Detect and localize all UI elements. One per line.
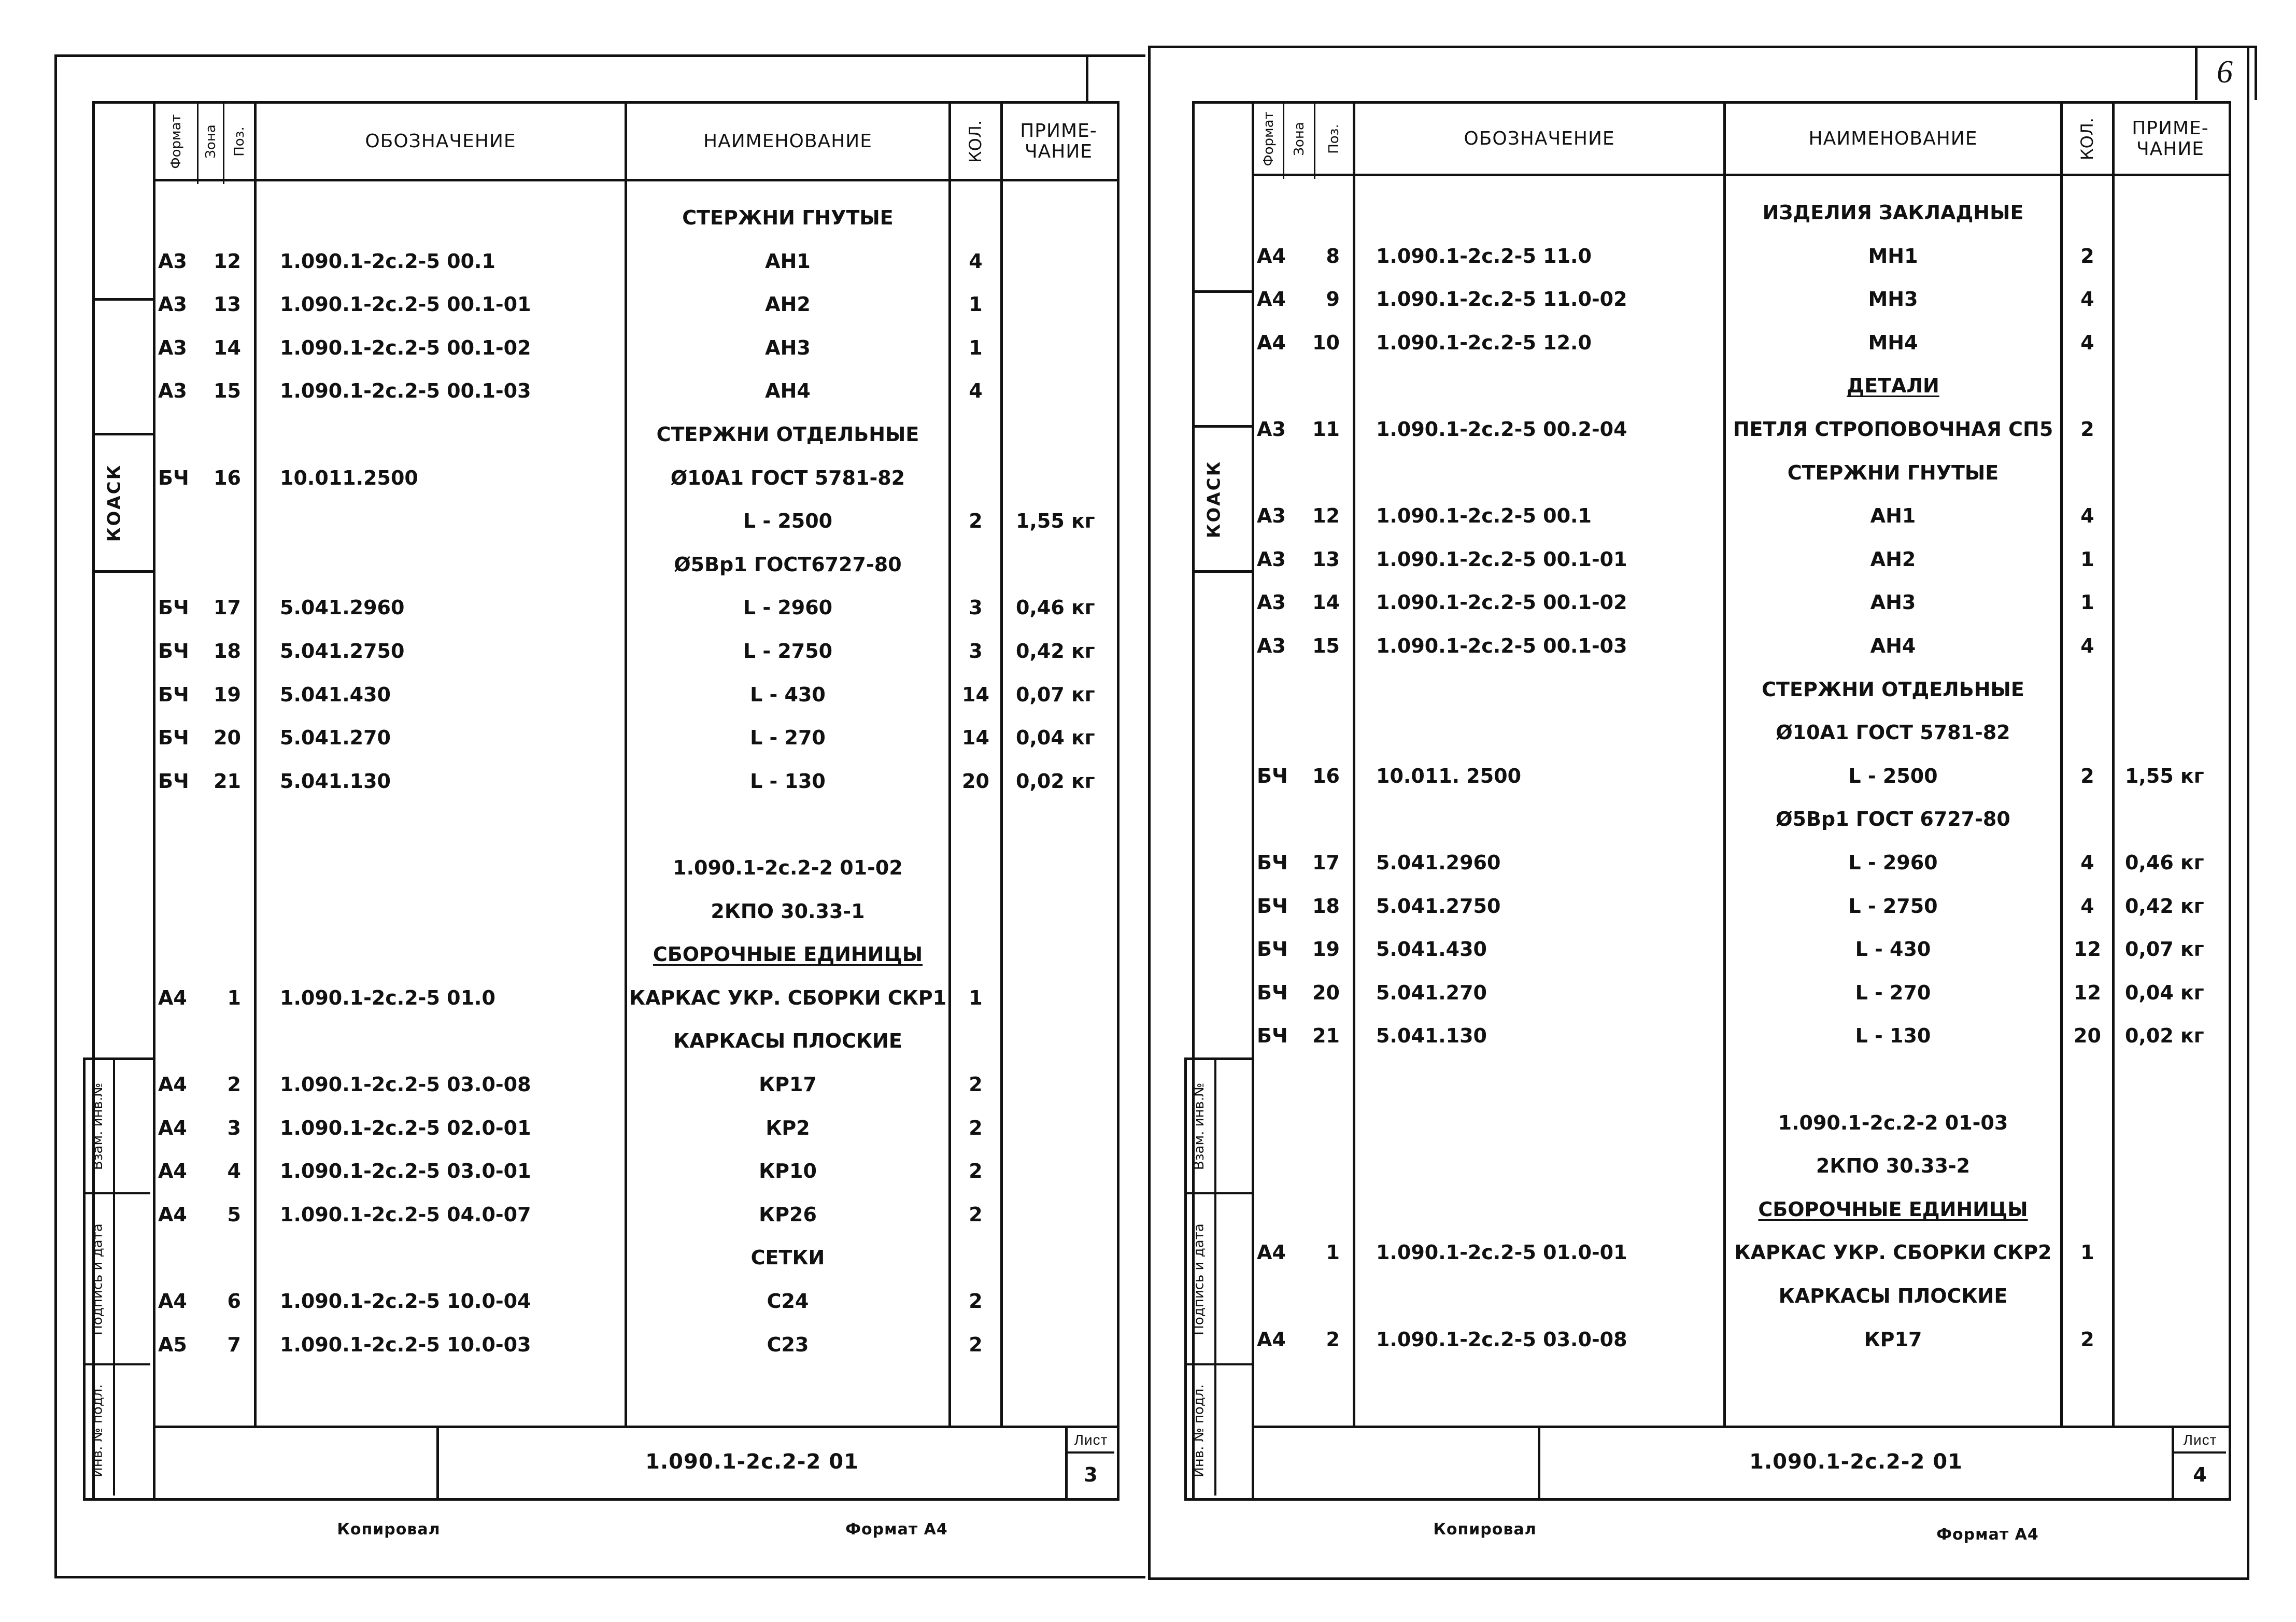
table-row xyxy=(0,289,1148,320)
cell-fmt: А5 xyxy=(158,1333,187,1356)
cell-fmt: БЧ xyxy=(158,596,189,619)
table-row xyxy=(1148,1020,2296,1051)
header-zone: Зона xyxy=(203,124,219,159)
cell-name: КР10 xyxy=(759,1160,817,1183)
sheet-label: Лист xyxy=(1074,1431,1108,1448)
cell-name: КР2 xyxy=(766,1116,810,1139)
format-label: Формат А4 xyxy=(1936,1525,2039,1544)
table-row xyxy=(0,592,1148,623)
cell-qty: 4 xyxy=(2080,331,2094,354)
koask-stamp: КОАСК xyxy=(1203,460,1225,538)
table-row xyxy=(0,1199,1148,1230)
table-row xyxy=(0,679,1148,710)
header-designation: ОБОЗНАЧЕНИЕ xyxy=(365,131,516,152)
cell-note: 0,04 кг xyxy=(2125,981,2204,1004)
table-row xyxy=(1148,587,2296,618)
cell-fmt: БЧ xyxy=(1257,981,1288,1004)
cell-qty: 2 xyxy=(2080,244,2094,267)
cell-qty: 14 xyxy=(962,726,989,750)
cell-name: СБОРОЧНЫЕ ЕДИНИЦЫ xyxy=(1758,1197,2028,1221)
cell-pos: 14 xyxy=(1312,591,1340,614)
table-row xyxy=(1148,1107,2296,1138)
cell-fmt: А3 xyxy=(1257,504,1286,528)
table-row xyxy=(0,246,1148,277)
cell-name: Ø10А1 ГОСТ 5781-82 xyxy=(670,466,905,489)
cell-pos: 16 xyxy=(214,466,241,489)
cell-qty: 2 xyxy=(969,1073,983,1096)
cell-des: 5.041.2750 xyxy=(280,640,405,662)
cell-name: ИЗДЕЛИЯ ЗАКЛАДНЫЕ xyxy=(1762,201,2024,224)
header-note-line1: ПРИМЕ- xyxy=(2132,117,2209,139)
cell-name: СЕТКИ xyxy=(750,1246,825,1270)
cell-des: 1.090.1-2с.2-5 04.0-07 xyxy=(280,1203,531,1226)
page-number: 6 xyxy=(2217,54,2233,90)
cell-name: КАРКАС УКР. СБОРКИ СКР1 xyxy=(629,986,947,1009)
cell-fmt: А4 xyxy=(158,1203,187,1226)
cell-fmt: БЧ xyxy=(158,466,189,489)
table-row xyxy=(1148,1237,2296,1268)
table-row xyxy=(0,896,1148,927)
cell-note: 0,04 кг xyxy=(1016,726,1095,750)
cell-des: 1.090.1-2с.2-5 10.0-04 xyxy=(280,1290,531,1313)
cell-des: 1.090.1-2с.2-5 03.0-08 xyxy=(280,1073,531,1096)
cell-pos: 5 xyxy=(227,1203,241,1226)
table-row xyxy=(1148,977,2296,1008)
cell-name: СБОРОЧНЫЕ ЕДИНИЦЫ xyxy=(653,943,923,966)
cell-des: 5.041.2960 xyxy=(1376,851,1501,874)
cell-name: С23 xyxy=(767,1333,809,1356)
cell-fmt: А4 xyxy=(158,1116,187,1139)
cell-des: 1.090.1-2с.2-5 00.2-04 xyxy=(1376,418,1627,441)
table-row xyxy=(1148,500,2296,531)
cell-name: СТЕРЖНИ ГНУТЫЕ xyxy=(1787,461,1999,484)
cell-des: 1.090.1-2с.2-5 00.1 xyxy=(1376,504,1592,528)
cell-des: 5.041.270 xyxy=(280,726,391,750)
table-row xyxy=(1148,241,2296,272)
podpis-label: Подпись и дата xyxy=(1192,1223,1207,1335)
table-row xyxy=(1148,717,2296,748)
cell-fmt: А3 xyxy=(1257,634,1286,657)
cell-des: 1.090.1-2с.2-5 00.1-03 xyxy=(1376,634,1627,657)
cell-note: 0,42 кг xyxy=(2125,894,2204,918)
sheet-number: 4 xyxy=(2193,1463,2207,1486)
cell-name: СТЕРЖНИ ГНУТЫЕ xyxy=(682,206,894,229)
cell-note: 0,02 кг xyxy=(1016,769,1095,793)
cell-qty: 2 xyxy=(969,1160,983,1183)
header-note-line1: ПРИМЕ- xyxy=(1020,120,1097,142)
cell-qty: 4 xyxy=(2080,894,2094,918)
cell-pos: 15 xyxy=(214,379,241,403)
header-format: Формат xyxy=(168,114,184,169)
cell-name: АН1 xyxy=(765,249,811,273)
table-row xyxy=(1148,1150,2296,1181)
cell-name: L - 2960 xyxy=(1848,851,1938,874)
cell-des: 1.090.1-2с.2-5 12.0 xyxy=(1376,331,1592,354)
cell-note: 1,55 кг xyxy=(1016,510,1095,533)
doc-code: 1.090.1-2с.2-2 01 xyxy=(1749,1450,1963,1474)
header-qty: КОЛ. xyxy=(2077,117,2097,160)
table-row xyxy=(0,939,1148,970)
table-row xyxy=(0,1329,1148,1360)
cell-fmt: А4 xyxy=(158,1290,187,1313)
vzam-label: Взам. инв.№ xyxy=(90,1082,106,1170)
table-row xyxy=(0,202,1148,233)
table-row xyxy=(0,419,1148,450)
cell-pos: 12 xyxy=(1312,504,1340,528)
cell-fmt: БЧ xyxy=(158,769,189,793)
cell-des: 1.090.1-2с.2-5 01.0 xyxy=(280,986,495,1009)
cell-name: АН2 xyxy=(765,293,811,316)
table-row xyxy=(0,549,1148,580)
cell-note: 0,07 кг xyxy=(2125,938,2204,961)
sig-divider xyxy=(83,1192,150,1194)
cell-name: 2КПО 30.33-2 xyxy=(1816,1154,1971,1178)
table-row xyxy=(0,1025,1148,1056)
table-row xyxy=(1148,1194,2296,1225)
podpis-label: Подпись и дата xyxy=(90,1223,106,1335)
cell-pos: 20 xyxy=(214,726,241,750)
table-row xyxy=(1148,327,2296,358)
cell-fmt: А4 xyxy=(158,1073,187,1096)
sig-divider xyxy=(83,1363,150,1365)
cell-qty: 4 xyxy=(969,379,983,403)
table-row xyxy=(1148,544,2296,575)
cell-pos: 3 xyxy=(227,1116,241,1139)
cell-pos: 1 xyxy=(227,986,241,1009)
cell-name: КАРКАСЫ ПЛОСКИЕ xyxy=(673,1029,902,1053)
titleblock-divider xyxy=(1065,1451,1114,1454)
cell-pos: 7 xyxy=(227,1333,241,1356)
cell-fmt: А4 xyxy=(158,986,187,1009)
cell-qty: 3 xyxy=(969,596,983,619)
cell-qty: 2 xyxy=(2080,764,2094,787)
table-row xyxy=(1148,370,2296,401)
cell-pos: 2 xyxy=(227,1073,241,1096)
cell-fmt: БЧ xyxy=(1257,1024,1288,1048)
cell-qty: 2 xyxy=(2080,418,2094,441)
table-row xyxy=(1148,803,2296,835)
cell-name: L - 2960 xyxy=(743,596,833,619)
cell-name: АН3 xyxy=(765,336,811,359)
cell-des: 5.041.430 xyxy=(1376,938,1487,961)
header-note-line2: ЧАНИЕ xyxy=(2136,138,2205,160)
cell-fmt: А3 xyxy=(158,336,187,359)
cell-qty: 4 xyxy=(2080,634,2094,657)
cell-pos: 2 xyxy=(1326,1328,1340,1351)
header-name: НАИМЕНОВАНИЕ xyxy=(703,131,872,152)
cell-qty: 1 xyxy=(2080,591,2094,614)
cell-pos: 17 xyxy=(214,596,241,619)
cell-qty: 2 xyxy=(2080,1328,2094,1351)
cell-qty: 4 xyxy=(2080,288,2094,311)
cell-fmt: БЧ xyxy=(158,726,189,750)
cell-name: КАРКАСЫ ПЛОСКИЕ xyxy=(1778,1285,2008,1307)
cell-pos: 4 xyxy=(227,1160,241,1183)
cell-pos: 14 xyxy=(214,336,241,359)
cell-fmt: БЧ xyxy=(1257,764,1288,787)
cell-fmt: А4 xyxy=(1257,1241,1286,1264)
cell-fmt: А4 xyxy=(1257,288,1286,311)
table-row xyxy=(1148,284,2296,315)
table-row xyxy=(0,1242,1148,1273)
cell-des: 1.090.1-2с.2-5 01.0-01 xyxy=(1376,1241,1627,1264)
cell-des: 5.041.130 xyxy=(280,769,391,793)
table-row xyxy=(0,1286,1148,1317)
cell-des: 1.090.1-2с.2-5 03.0-01 xyxy=(280,1160,531,1183)
doc-code: 1.090.1-2с.2-2 01 xyxy=(645,1450,859,1474)
table-row xyxy=(1148,414,2296,445)
cell-name: 1.090.1-2с.2-2 01-03 xyxy=(1778,1111,2008,1134)
cell-qty: 2 xyxy=(969,1333,983,1356)
header-note-line2: ЧАНИЕ xyxy=(1024,140,1093,162)
cell-name: L - 130 xyxy=(750,769,826,793)
cell-qty: 1 xyxy=(2080,547,2094,571)
cell-pos: 15 xyxy=(1312,634,1340,657)
cell-fmt: А3 xyxy=(1257,418,1286,441)
cell-des: 1.090.1-2с.2-5 00.1 xyxy=(280,249,495,273)
cell-des: 1.090.1-2с.2-5 00.1-03 xyxy=(280,379,531,403)
cell-name: L - 2500 xyxy=(1848,764,1938,787)
cell-note: 0,42 кг xyxy=(1016,640,1095,662)
cell-name: L - 430 xyxy=(1855,938,1931,961)
table-row xyxy=(0,462,1148,493)
cell-name: Ø10А1 ГОСТ 5781-82 xyxy=(1776,721,2010,744)
table-row xyxy=(0,852,1148,883)
cell-fmt: А4 xyxy=(1257,1328,1286,1351)
cell-name: L - 2750 xyxy=(1848,894,1938,918)
table-row xyxy=(1148,1064,2296,1095)
cell-note: 1,55 кг xyxy=(2125,764,2204,787)
header-note xyxy=(1003,104,1114,179)
cell-des: 5.041.430 xyxy=(280,683,391,706)
cell-fmt: А3 xyxy=(158,293,187,316)
cell-pos: 18 xyxy=(214,640,241,662)
cell-pos: 20 xyxy=(1312,981,1340,1004)
cell-name: L - 270 xyxy=(750,726,826,750)
cell-fmt: А3 xyxy=(158,379,187,403)
cell-note: 0,46 кг xyxy=(2125,851,2204,874)
table-row xyxy=(1148,674,2296,705)
cell-note: 0,02 кг xyxy=(2125,1024,2204,1048)
cell-qty: 3 xyxy=(969,640,983,662)
cell-pos: 18 xyxy=(1312,894,1340,918)
table-row xyxy=(0,505,1148,537)
cell-des: 1.090.1-2с.2-5 10.0-03 xyxy=(280,1333,531,1356)
cell-name: С24 xyxy=(767,1290,809,1313)
table-row xyxy=(1148,197,2296,228)
table-row xyxy=(0,982,1148,1013)
cell-pos: 10 xyxy=(1312,331,1340,354)
cell-des: 1.090.1-2с.2-5 03.0-08 xyxy=(1376,1328,1627,1351)
cell-name: АН4 xyxy=(1870,634,1916,657)
cell-des: 1.090.1-2с.2-5 00.1-01 xyxy=(280,293,531,316)
header-name: НАИМЕНОВАНИЕ xyxy=(1808,128,1978,149)
table-row xyxy=(1148,1280,2296,1311)
cell-name: ПЕТЛЯ СТРОПОВОЧНАЯ СП5 xyxy=(1733,418,2053,441)
cell-name: АН1 xyxy=(1870,504,1916,528)
cell-fmt: А3 xyxy=(1257,591,1286,614)
table-row xyxy=(1148,457,2296,488)
cell-name: АН2 xyxy=(1870,547,1916,571)
header-qty: КОЛ. xyxy=(966,120,986,163)
cell-des: 5.041.2750 xyxy=(1376,894,1501,918)
cell-pos: 19 xyxy=(214,683,241,706)
cell-qty: 12 xyxy=(2074,938,2101,961)
table-row xyxy=(0,1112,1148,1144)
table-row xyxy=(0,722,1148,753)
cell-fmt: А3 xyxy=(1257,547,1286,571)
vzam-label: Взам. инв.№ xyxy=(1192,1082,1208,1170)
header-bottom-line xyxy=(153,179,1117,181)
cell-name: МН1 xyxy=(1868,244,1918,267)
cell-qty: 2 xyxy=(969,510,983,533)
cell-des: 10.011. 2500 xyxy=(1376,764,1522,787)
cell-name: ДЕТАЛИ xyxy=(1847,374,1939,398)
table-row xyxy=(1148,934,2296,965)
sheet-right xyxy=(1148,0,2296,1622)
cell-pos: 13 xyxy=(214,293,241,316)
cell-fmt: А4 xyxy=(1257,244,1286,267)
cell-des: 5.041.270 xyxy=(1376,981,1487,1004)
cell-qty: 1 xyxy=(969,293,983,316)
cell-des: 5.041.2960 xyxy=(280,596,405,619)
titleblock-divider xyxy=(2172,1451,2226,1454)
cell-pos: 6 xyxy=(227,1290,241,1313)
cell-qty: 1 xyxy=(969,336,983,359)
table-row xyxy=(0,636,1148,667)
cell-qty: 14 xyxy=(962,683,989,706)
cell-name: L - 430 xyxy=(750,683,826,706)
cell-fmt: БЧ xyxy=(1257,938,1288,961)
cell-pos: 16 xyxy=(1312,764,1340,787)
cell-pos: 11 xyxy=(1312,418,1340,441)
cell-name: СТЕРЖНИ ОТДЕЛЬНЫЕ xyxy=(656,423,919,446)
cell-name: L - 2500 xyxy=(743,510,833,533)
cell-name: L - 270 xyxy=(1855,981,1931,1004)
table-row xyxy=(1148,760,2296,792)
cell-name: Ø5Вр1 ГОСТ6727-80 xyxy=(674,553,902,576)
notch-line xyxy=(1086,54,1088,101)
cell-name: КР17 xyxy=(1864,1328,1922,1351)
inv-label: Инв. № подл. xyxy=(90,1384,106,1477)
table-row xyxy=(0,332,1148,363)
cell-note: 0,46 кг xyxy=(1016,596,1095,619)
header-format: Формат xyxy=(1260,111,1277,166)
sheet-number: 3 xyxy=(1084,1463,1098,1486)
cell-name: КР17 xyxy=(759,1073,817,1096)
cell-pos: 21 xyxy=(1312,1024,1340,1048)
sheet-label: Лист xyxy=(2183,1431,2217,1448)
cell-name: КАРКАС УКР. СБОРКИ СКР2 xyxy=(1734,1241,2052,1264)
cell-name: МН4 xyxy=(1868,331,1918,354)
cell-fmt: БЧ xyxy=(158,683,189,706)
table-row xyxy=(0,809,1148,840)
cell-note: 0,07 кг xyxy=(1016,683,1095,706)
cell-qty: 20 xyxy=(2074,1024,2101,1048)
header-pos: Поз. xyxy=(231,126,247,157)
cell-des: 10.011.2500 xyxy=(280,466,418,489)
cell-qty: 4 xyxy=(969,249,983,273)
cell-fmt: А4 xyxy=(158,1160,187,1183)
table-row xyxy=(0,375,1148,406)
cell-qty: 2 xyxy=(969,1116,983,1139)
cell-des: 1.090.1-2с.2-5 00.1-02 xyxy=(280,336,531,359)
cell-qty: 1 xyxy=(2080,1241,2094,1264)
cell-qty: 2 xyxy=(969,1290,983,1313)
header-designation: ОБОЗНАЧЕНИЕ xyxy=(1464,128,1615,149)
cell-name: АН4 xyxy=(765,379,811,403)
cell-name: 2КПО 30.33-1 xyxy=(711,899,865,923)
cell-qty: 2 xyxy=(969,1203,983,1226)
cell-fmt: БЧ xyxy=(1257,894,1288,918)
sig-divider xyxy=(1184,1363,1252,1365)
cell-qty: 12 xyxy=(2074,981,2101,1004)
cell-qty: 20 xyxy=(962,769,989,793)
table-row xyxy=(1148,847,2296,878)
header-pos: Поз. xyxy=(1326,123,1342,154)
table-row xyxy=(1148,891,2296,922)
header-note xyxy=(2115,104,2226,174)
cell-pos: 12 xyxy=(214,249,241,273)
cell-fmt: БЧ xyxy=(158,640,189,662)
cell-pos: 17 xyxy=(1312,851,1340,874)
cell-pos: 9 xyxy=(1326,288,1340,311)
cell-qty: 4 xyxy=(2080,851,2094,874)
copied-label: Копировал xyxy=(1433,1520,1537,1539)
cell-fmt: А4 xyxy=(1257,331,1286,354)
cell-name: АН3 xyxy=(1870,591,1916,614)
cell-fmt: БЧ xyxy=(1257,851,1288,874)
cell-pos: 13 xyxy=(1312,547,1340,571)
table-row xyxy=(0,1069,1148,1100)
cell-qty: 4 xyxy=(2080,504,2094,528)
cell-des: 1.090.1-2с.2-5 11.0 xyxy=(1376,244,1592,267)
table-row xyxy=(1148,630,2296,661)
cell-name: СТЕРЖНИ ОТДЕЛЬНЫЕ xyxy=(1762,678,2024,701)
cell-des: 5.041.130 xyxy=(1376,1024,1487,1048)
cell-des: 1.090.1-2с.2-5 00.1-01 xyxy=(1376,547,1627,571)
cell-pos: 21 xyxy=(214,769,241,793)
koask-stamp: КОАСК xyxy=(104,463,125,542)
copied-label: Копировал xyxy=(337,1520,441,1539)
cell-name: 1.090.1-2с.2-2 01-02 xyxy=(673,856,903,879)
cell-des: 1.090.1-2с.2-5 00.1-02 xyxy=(1376,591,1627,614)
cell-des: 1.090.1-2с.2-5 02.0-01 xyxy=(280,1116,531,1139)
cell-qty: 1 xyxy=(969,986,983,1009)
table-row xyxy=(1148,1324,2296,1355)
table-row xyxy=(0,766,1148,797)
header-zone: Зона xyxy=(1291,121,1307,156)
header-bottom-line xyxy=(1252,174,2229,176)
cell-name: МН3 xyxy=(1868,288,1918,311)
cell-des: 1.090.1-2с.2-5 11.0-02 xyxy=(1376,288,1627,311)
inv-label: Инв. № подл. xyxy=(1192,1384,1207,1477)
cell-name: КР26 xyxy=(759,1203,817,1226)
cell-pos: 1 xyxy=(1326,1241,1340,1264)
cell-pos: 8 xyxy=(1326,244,1340,267)
cell-name: Ø5Вр1 ГОСТ 6727-80 xyxy=(1776,808,2010,831)
cell-name: L - 2750 xyxy=(743,640,833,662)
cell-name: L - 130 xyxy=(1855,1024,1931,1048)
format-label: Формат А4 xyxy=(845,1520,948,1539)
table-row xyxy=(0,1155,1148,1187)
cell-pos: 19 xyxy=(1312,938,1340,961)
cell-fmt: А3 xyxy=(158,249,187,273)
